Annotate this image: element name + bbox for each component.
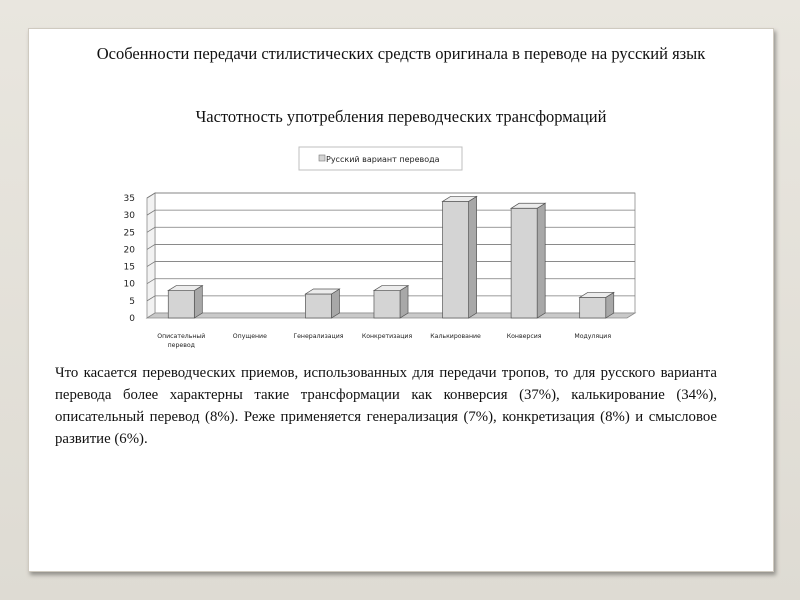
chart-legend bbox=[299, 147, 462, 170]
bar-side bbox=[400, 286, 408, 318]
y-tick-label: 5 bbox=[129, 296, 135, 307]
bar-side bbox=[469, 196, 477, 318]
body-paragraph: Что касается переводческих приемов, использованных для передачи тропов, то для русского варианта перевода более характерны такие трансформации как конверсия (37%), калькирование (34%), описательный перевод (8%). Реже применяется генерализация (7%), конкретизация (8%) и смысловое развитие (6%). bbox=[55, 365, 717, 447]
y-tick-label: 0 bbox=[129, 314, 135, 324]
x-tick-label: Модуляция bbox=[574, 333, 612, 340]
bar bbox=[580, 292, 614, 318]
x-tick-label: Описательный bbox=[157, 333, 206, 340]
x-tick-label: Опущение bbox=[232, 333, 267, 340]
bar-front bbox=[580, 297, 606, 318]
slide-title: Особенности передачи стилистических средств оригинала в переводе на русский язык bbox=[96, 44, 706, 63]
y-tick-label: 30 bbox=[123, 211, 135, 222]
bar-front bbox=[511, 208, 537, 318]
y-tick-label: 10 bbox=[123, 279, 135, 290]
x-tick-label: Генерализация bbox=[293, 333, 344, 340]
y-tick-label: 35 bbox=[123, 194, 135, 204]
x-tick-label: Конкретизация bbox=[361, 333, 413, 340]
bar bbox=[511, 203, 545, 318]
bar-side bbox=[537, 203, 545, 318]
bar-front bbox=[374, 291, 400, 318]
y-tick-label: 25 bbox=[123, 228, 135, 239]
y-tick-label: 20 bbox=[123, 245, 135, 256]
bar-front bbox=[443, 201, 469, 318]
bar bbox=[305, 289, 339, 318]
bar-chart bbox=[29, 29, 773, 359]
plot-area bbox=[124, 193, 635, 349]
bar-side bbox=[194, 286, 202, 318]
bar-front bbox=[305, 294, 331, 318]
bar bbox=[168, 286, 202, 318]
chart-title: Частотность употребления переводческих трансформаций bbox=[195, 107, 607, 126]
bar-front bbox=[168, 291, 194, 318]
legend-label: Русский вариант перевода bbox=[326, 155, 440, 164]
slide bbox=[28, 28, 774, 572]
y-tick-label: 15 bbox=[123, 262, 135, 273]
bar bbox=[443, 196, 477, 318]
legend-swatch bbox=[319, 155, 325, 161]
x-tick-label: Конверсия bbox=[506, 333, 542, 340]
chart-side-wall bbox=[147, 193, 155, 318]
x-tick-label: Калькирование bbox=[430, 333, 481, 340]
x-tick-label: перевод bbox=[167, 342, 195, 349]
bar bbox=[374, 286, 408, 318]
